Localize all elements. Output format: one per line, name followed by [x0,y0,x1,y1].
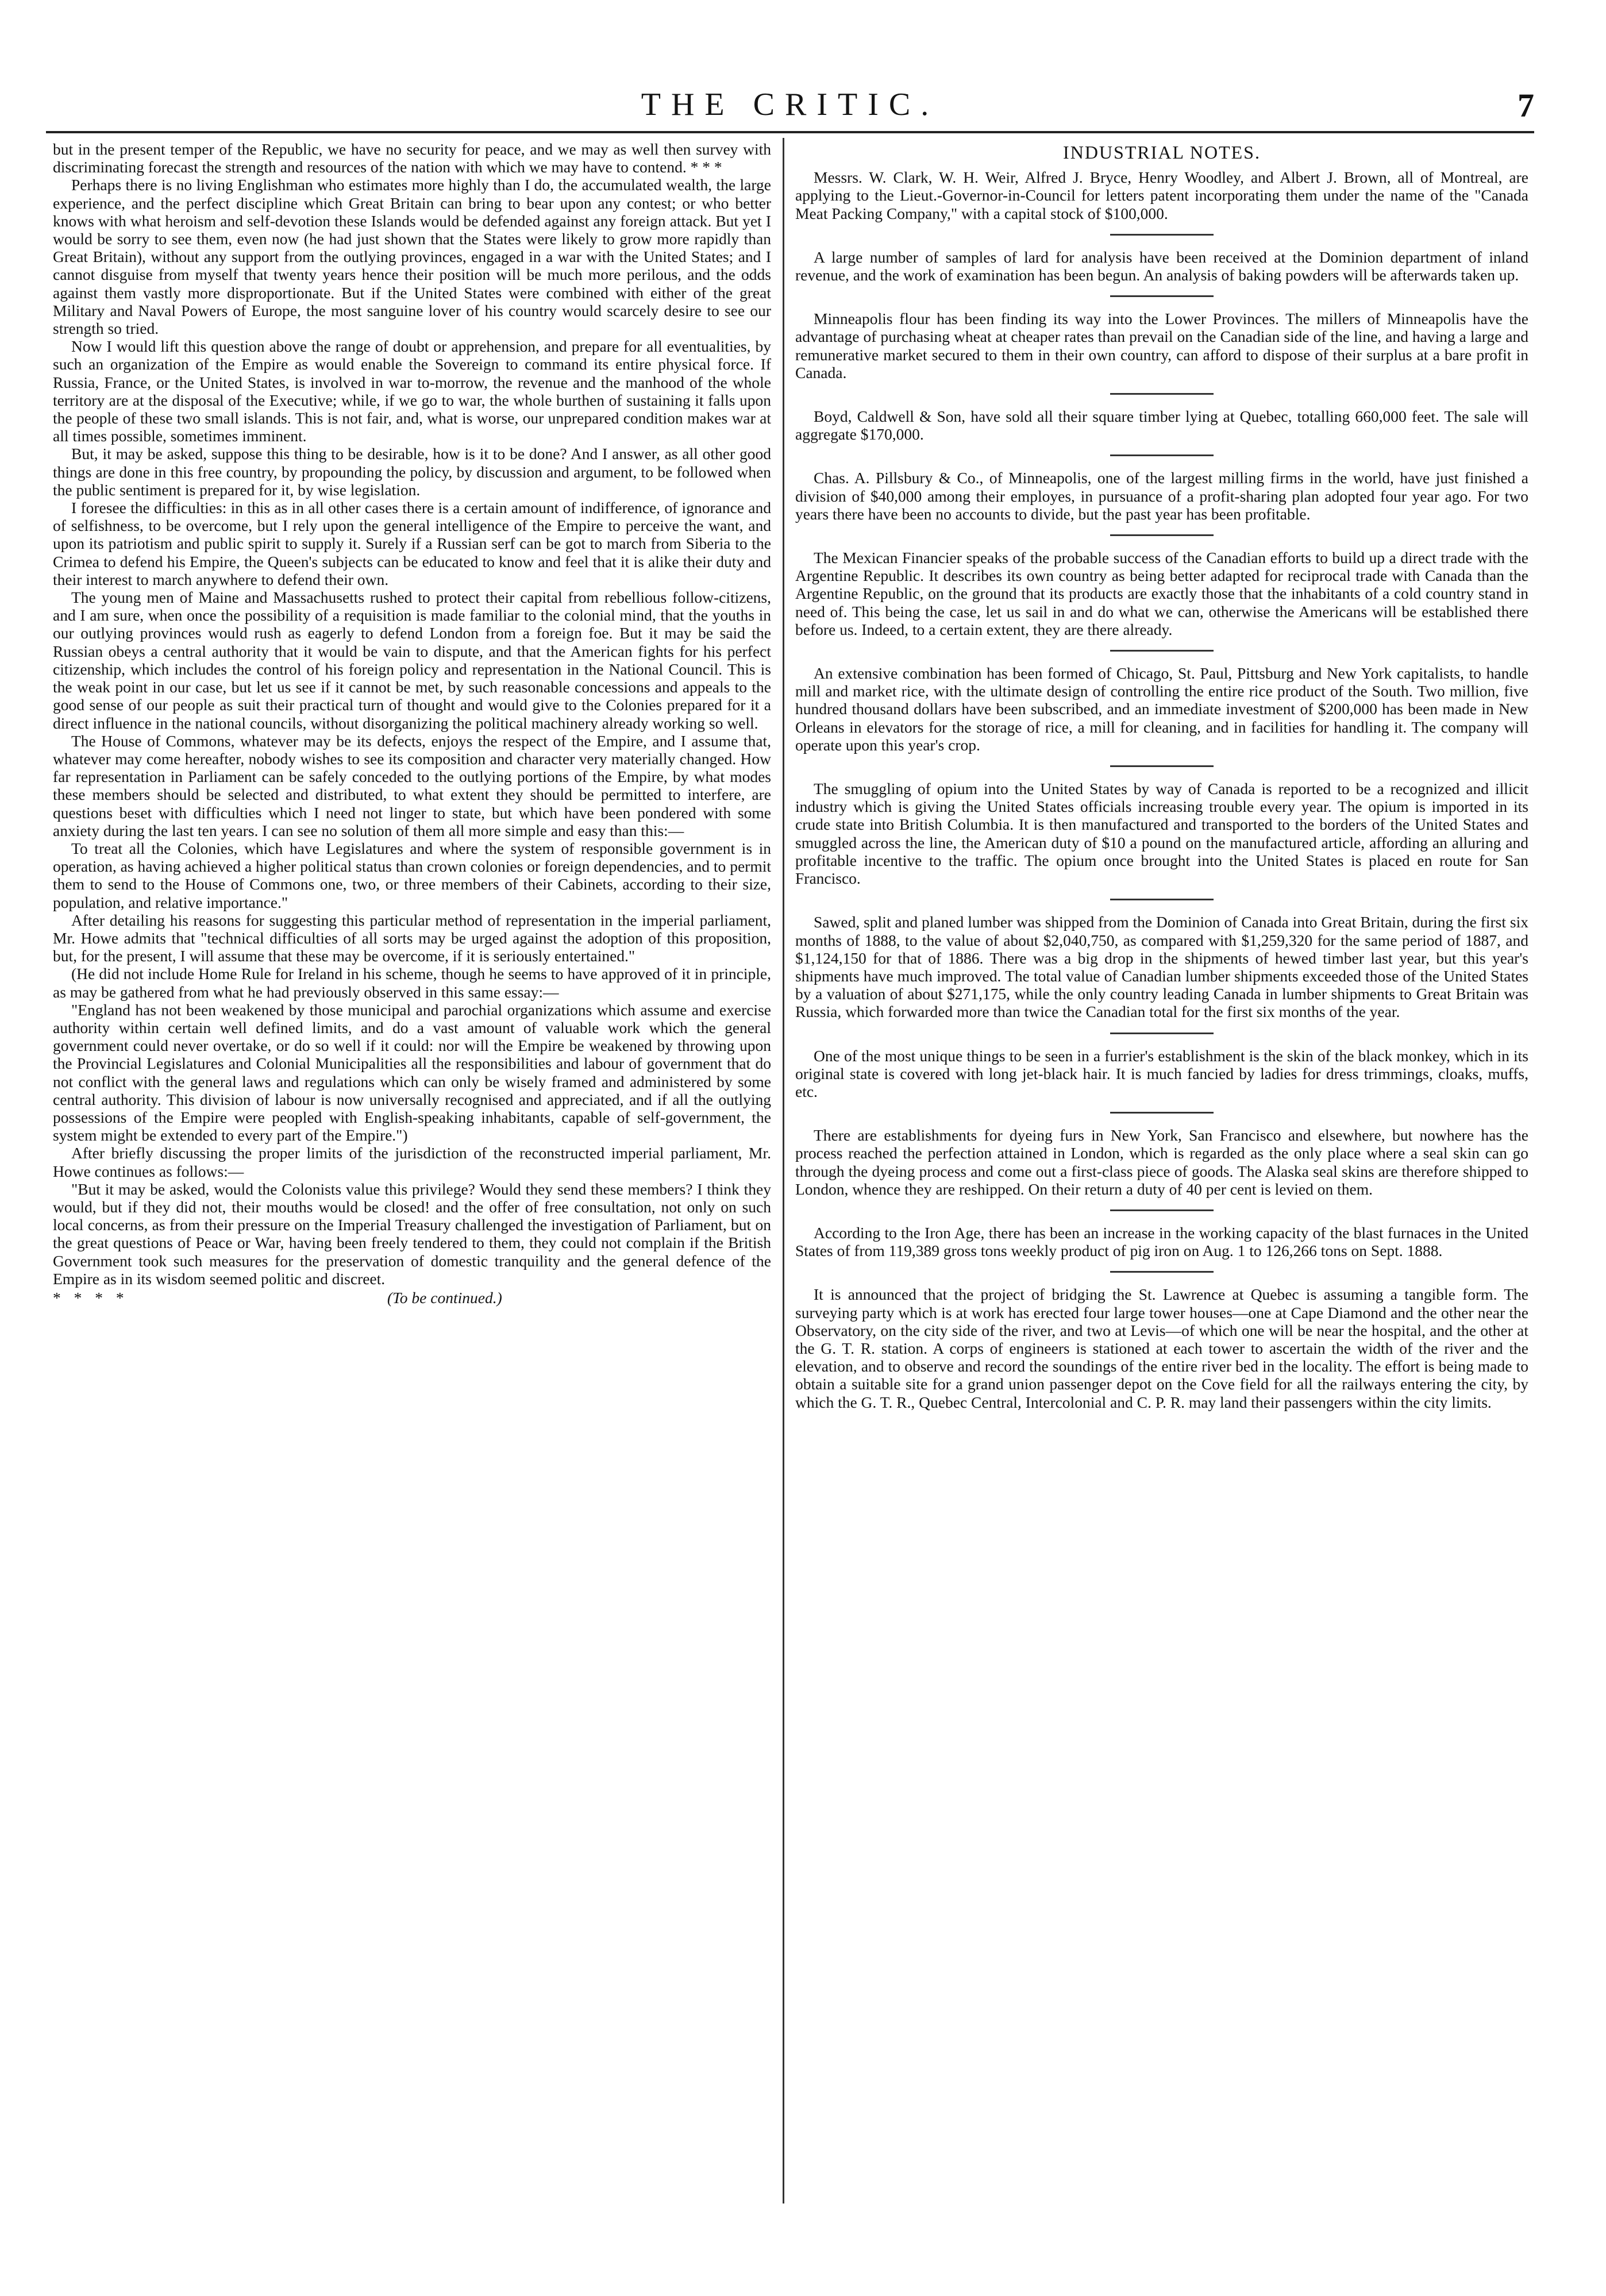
paragraph: Now I would lift this question above the range of doubt or apprehension, and prepare for all eventualities, by such an organization of the Empire as would enable the Sovereign to command its entire physical force. If Russia, France, or the United States, is involved in war to-morrow, the revenue and the manhood of the whole territory are at the disposal of the Executive; while, if we go to war, the whole burthen of sustaining it falls upon the people of these two small islands. This is not fair, and, what is worse, our unprepared condition makes war at all times possible, sometimes imminent. [53,337,771,445]
paragraph: I foresee the difficulties: in this as in all other cases there is a certain amount of indifference, of ignorance and of selfishness, to be overcome, but I rely upon the general intelligence of the Empire to perceive the want, and upon its patriotism and public spirit to supply it. Surely if a Russian serf can be got to march from Siberia to the Crimea to defend his Empire, the Queen's subjects can be educated to know and feel that it is alike their duty and their interest to march anywhere to defend their own. [53,499,771,588]
paragraph: (He did not include Home Rule for Ireland in his scheme, though he seems to have approved of it in principle, as may be gathered from what he had previously observed in this same essay:— [53,965,771,1001]
item-separator [1110,650,1214,652]
item-separator [1110,1209,1214,1211]
quoted-paragraph: "But it may be asked, would the Colonists value this privilege? Would they send these members? I think they would, but if they did not, their mouths would be closed! and the offer of free consultation, not only on such local concerns, as from their pressure on the Imperial Treasury challenged the investigation of Parliament, but on the great questions of Peace or War, having been freely tendered to them, they could not complain if the British Government took such measures for the preservation of domestic tranquility and the general defence of the Empire as in its wisdom seemed politic and discreet. [53,1180,771,1288]
section-title: INDUSTRIAL NOTES. [1063,142,1261,163]
paragraph: Perhaps there is no living Englishman who estimates more highly than I do, the accumulated wealth, the large experience, and the perfect discipline which Great Britain can bring to bear upon any contest; or who better knows with what heroism and self-devotion these Islands would be defended against any foreign attack. But yet I would be sorry to see them, even now (he had just shown that the States were likely to grow more rapidly than Great Britain), without any support from the outlying provinces, engaged in a war with the United States; and I cannot disguise from myself that twenty years hence their position will be much more perilous, and the odds against them vastly more disproportionate. But if the United States were combined with either of the great Military and Naval Powers of Europe, the most sanguine lover of his country would scarcely desire to see our strength so tried. [53,176,771,338]
paragraph: After briefly discussing the proper limits of the jurisdiction of the reconstructed imperial parliament, Mr. Howe continues as follows:— [53,1144,771,1180]
news-item: One of the most unique things to be seen in a furrier's establishment is the skin of the black monkey, which in its original state is covered with long jet-black hair. It is much fancied by ladies for dress trimmings, cloaks, muffs, etc. [795,1046,1528,1100]
quoted-paragraph: "England has not been weakened by those municipal and parochial organizations which assume and exercise authority within certain well defined limits, and do a vast amount of valuable work which the general government could never overtake, or do so well if it could: nor will the Empire be weakened by throwing upon the Provincial Legislatures and Colonial Municipalities all the responsibilities and labour of government that do not conflict with the general laws and regulations which can only be wisely framed and administered by some central authority. This division of labour is now universally recognised and appreciated, and if all the outlying possessions of the Empire were peopled with English-speaking inhabitants, capable of self-government, the system might be extended to every part of the Empire.") [53,1000,771,1145]
news-item: Sawed, split and planed lumber was shipped from the Dominion of Canada into Great Britain, during the first six months of 1888, to the value of about $2,040,750, as compared with $1,259,320 for the same period of 1887, and $1,124,150 for that of 1886. There was a big drop in the shipments of hewed timber last year, but this year's shipments have much improved. The total value of Canadian lumber shipments exceeded those of the United States by a valuation of about $271,175, while the only country leading Canada in lumber shipments to Great Britain was Russia, which forwarded more than twice the Canadian total for the first six months of the year. [795,913,1528,1021]
news-item: It is announced that the project of bridging the St. Lawrence at Quebec is assuming a tangible form. The surveying party which is at work has erected four large tower houses—one at Cape Diamond and the other near the Observatory, on the city side of the river, and two at Levis—of which one will be near the hospital, and the other at the G. T. R. station. A corps of engineers is stationed at each tower to ascertain the width of the river and the elevation, and to observe and record the soundings of the entire river bed in the locality. The effort is being made to obtain a suitable site for a grand union passenger depot on the Cove field for all the railways entering the city, by which the G. T. R., Quebec Central, Intercolonial and C. P. R. may land their passengers within the city limits. [795,1285,1528,1411]
news-item: An extensive combination has been formed of Chicago, St. Paul, Pittsburg and New York capitalists, to handle mill and market rice, with the ultimate design of controlling the entire rice product of the South. Two million, five hundred thousand dollars have been subscribed, and an immediate investment of $200,000 has been made in New Orleans in elevators for the storage of rice, a mill for cleaning, and in facilities for handling it. The company will operate upon this year's crop. [795,664,1528,754]
paragraph: The House of Commons, whatever may be its defects, enjoys the respect of the Empire, and I assume that, whatever may come hereafter, nobody wishes to see its composition and character very materially changed. How far representation in Parliament can be safely conceded to the outlying portions of the Empire, by what modes these members should be selected and distributed, to what extent they should be permitted to interfere, are questions beset with difficulties which I need not linger to state, but which have been pondered with some anxiety during the last ten years. I can see no solution of them all more simple and easy than this:— [53,731,771,839]
paragraph: To treat all the Colonies, which have Legislatures and where the system of responsible government is in operation, as having achieved a higher political status than crown colonies or foreign dependencies, and to permit them to send to the House of Commons one, two, or three members of their Cabinets, according to their size, population, and relative importance." [53,839,771,911]
paragraph: but in the present temper of the Republic, we have no security for peace, and we may as well then survey with discriminating forecast the strength and resources of the nation with which we may have to contend. * * * [53,140,771,176]
news-item: Chas. A. Pillsbury & Co., of Minneapolis, one of the largest milling firms in the world, have just finished a division of $40,000 among their employes, in pursuance of a profit-sharing plan adopted four year ago. For two years there have been no accounts to divide, but the past year has been profitable. [795,469,1528,523]
item-separator [1110,393,1214,395]
continued-note: (To be continued.) [387,1289,502,1307]
item-separator [1110,295,1214,297]
column-divider [783,138,784,2203]
item-separator [1110,234,1214,236]
item-separator [1110,1112,1214,1114]
item-separator [1110,534,1214,536]
left-column [53,140,771,1307]
news-item: According to the Iron Age, there has been an increase in the working capacity of the blast furnaces in the United States of from 119,389 gross tons weekly product of pig iron on Aug. 1 to 126,266 tons on Sept. 1888. [795,1223,1528,1260]
page-header [46,86,1534,126]
paragraph: But, it may be asked, suppose this thing to be desirable, how is it to be done? And I answer, as all other good things are done in this free country, by propounding the policy, by discussion and argument, to be followed when the public sentiment is prepared for it, by wise legislation. [53,445,771,499]
news-item: The Mexican Financier speaks of the probable success of the Canadian efforts to build up a direct trade with the Argentine Republic. It describes its own country as being better adapted for reciprocal trade with Canada than the Argentine Republic, on the ground that its products are exactly those that the inhabitants of a cold country stand in need of. This being the case, let us sail in and do what we can, otherwise the Americans will be established there before us. Indeed, to a certain extent, they are there already. [795,549,1528,638]
item-separator [1110,899,1214,900]
paragraph: The young men of Maine and Massachusetts rushed to protect their capital from rebellious follow-citizens, and I am sure, when once the possibility of a requisition is made familiar to the colonial mind, that the youths in our outlying provinces would rush as eagerly to defend London from a foreign foe. But it may be said the Russian obeys a central authority that it would be vain to dispute, and that the American fights for his perfect citizenship, which includes the control of his foreign policy and representation in the National Council. This is the weak point in our case, but let us see if it cannot be met, by such reasonable concessions and appeals to the good sense of our people as suit their practical turn of thought and would give to the Colonies prepared for it a direct influence in the national councils, without disorganizing the political machinery already working so well. [53,588,771,732]
news-item: A large number of samples of lard for analysis have been received at the Dominion department of inland revenue, and the work of examination has been begun. An analysis of baking powders will be afterwards taken up. [795,248,1528,284]
header-rule [46,131,1534,133]
item-separator [1110,1033,1214,1034]
news-item: Boyd, Caldwell & Son, have sold all their square timber lying at Quebec, totalling 660,000 feet. The sale will aggregate $170,000. [795,407,1528,444]
news-item: The smuggling of opium into the United States by way of Canada is reported to be a recognized and illicit industry which is giving the United States officials increasing trouble every year. The opium is imported in its crude state into British Columbia. It is then manufactured and transported to the borders of the United States and smuggled across the line, the American duty of $10 a pound on the manufactured article, affording an alluring and profitable incentive to the traffic. The opium once brought into the United States is placed en route for San Francisco. [795,780,1528,888]
closing-stars: * * * * [53,1289,129,1307]
page-number: 7 [1518,87,1534,124]
paragraph: After detailing his reasons for suggesting this particular method of representation in the imperial parliament, Mr. Howe admits that "technical difficulties of all sorts may be urged against the adoption of this proposition, but, for the present, I will assume that these may be overcome, if it is seriously entertained." [53,911,771,965]
news-item: There are establishments for dyeing furs in New York, San Francisco and elsewhere, but nowhere has the process reached the perfection attained in London, which is regarded as the only place where a seal skin can go through the dyeing process and come out a first-class piece of goods. The Alaska seal skins are therefore shipped to London, whence they are reshipped. On their return a duty of 40 per cent is levied on them. [795,1126,1528,1198]
item-separator [1110,765,1214,767]
right-column [795,140,1528,1411]
publication-title: THE CRITIC. [641,87,939,122]
item-separator [1110,454,1214,456]
news-item: Minneapolis flour has been finding its way into the Lower Provinces. The millers of Minneapolis have the advantage of purchasing wheat at cheaper rates than prevail on the Canadian side of the line, and having a large and remunerative market secured to them in their own country, can afford to dispose of their surplus at a bare profit in Canada. [795,310,1528,382]
item-separator [1110,1271,1214,1273]
news-item: Messrs. W. Clark, W. H. Weir, Alfred J. Bryce, Henry Woodley, and Albert J. Brown, all of Montreal, are applying to the Lieut.-Governor-in-Council for letters patent incorporating them under the name of the "Canada Meat Packing Company," with a capital stock of $100,000. [795,168,1528,222]
closing-line [53,1289,771,1307]
